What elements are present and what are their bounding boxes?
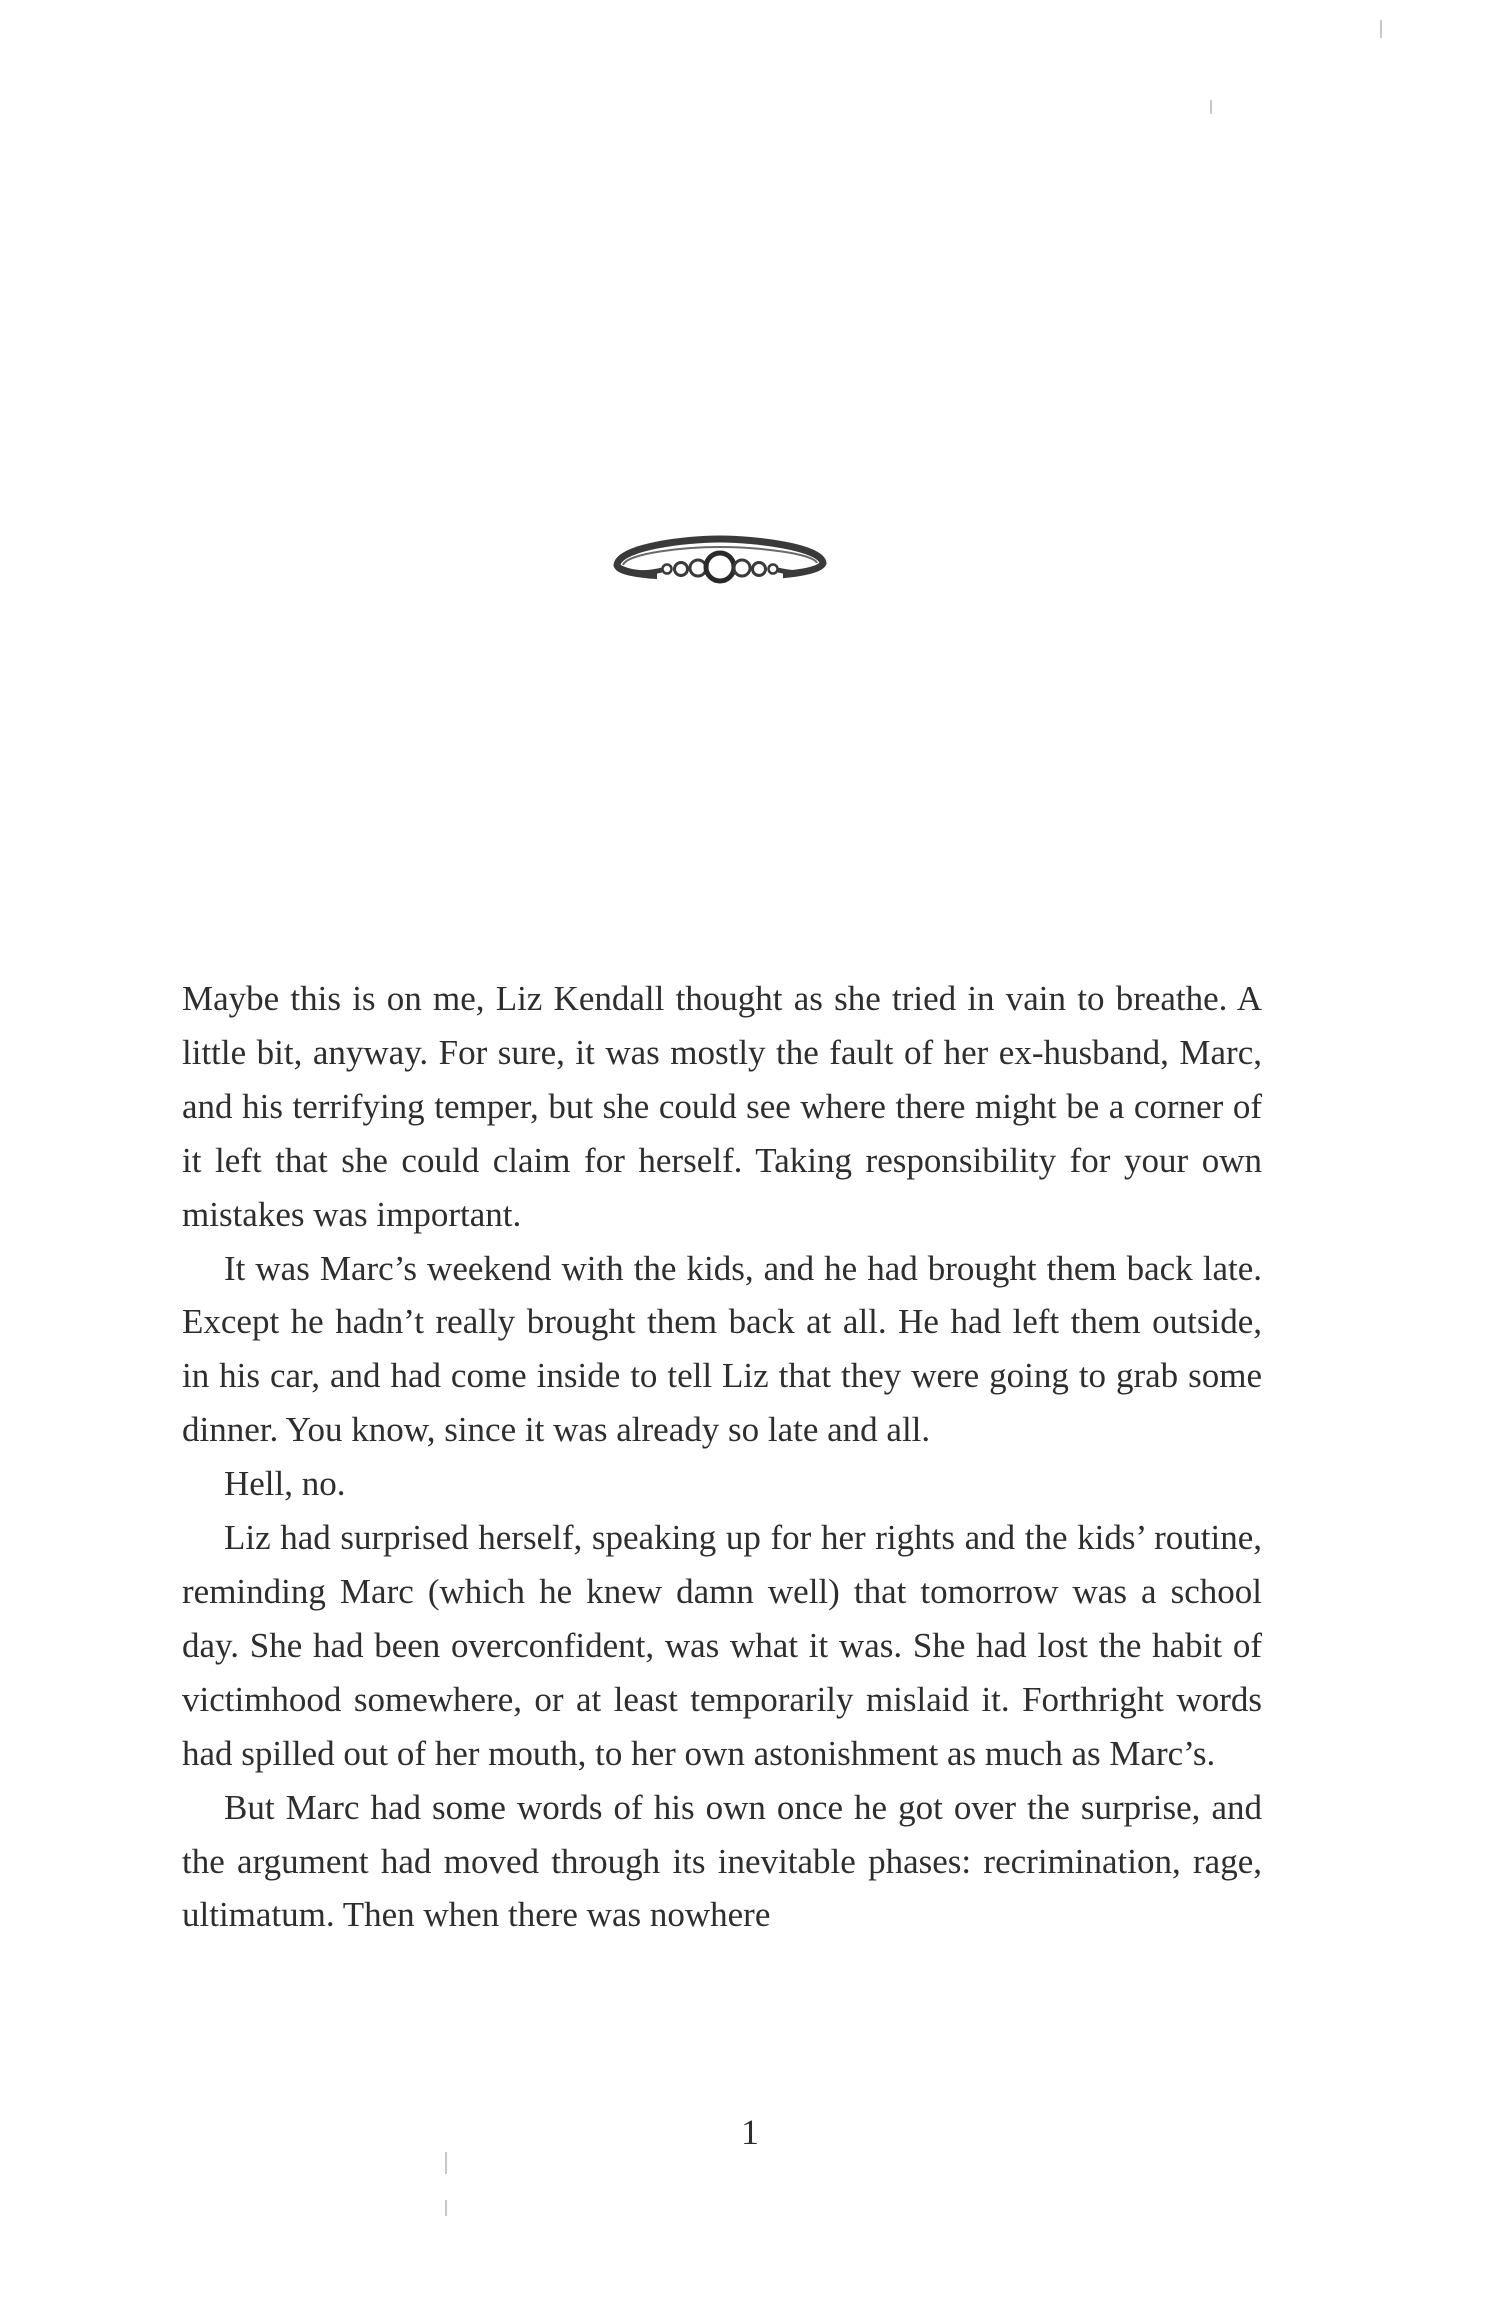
- body-text: [182, 972, 1262, 1942]
- paragraph: Maybe this is on me, Liz Kendall thought as she tried in vain to breathe. A little bit, anyway. For sure, it was mostly the fault of her ex-husband, Marc, and his terrifying temper, but she could see where there might be a corner of it left that she could claim for herself. Taking responsibility for your own mistakes was important.: [182, 979, 1262, 1234]
- paragraph: Hell, no.: [224, 1464, 346, 1504]
- scan-speck: [1210, 100, 1212, 114]
- paragraph: But Marc had some words of his own once he got over the surprise, and the argument had moved through its inevitable phases: recrimination, rage, ultimatum. Then when there was nowhere: [182, 1787, 1262, 1935]
- scan-speck: [445, 2152, 447, 2174]
- ring-ornament-icon: [605, 525, 835, 595]
- scan-speck: [1380, 20, 1382, 38]
- page-number: 1: [741, 2112, 759, 2152]
- paragraph: It was Marc’s weekend with the kids, and he had brought them back late. Except he hadn’t really brought them back at all. He had left them outside, in his car, and had come inside to tell Liz that they were going to grab some dinner. You know, since it was already so late and all.: [182, 1248, 1262, 1450]
- paragraph: Liz had surprised herself, speaking up for her rights and the kids’ routine, reminding Marc (which he knew damn well) that tomorrow was a school day. She had been overconfident, was what it was. She had lost the habit of victimhood somewhere, or at least temporarily mislaid it. Forthright words had spilled out of her mouth, to her own astonishment as much as Marc’s.: [182, 1518, 1262, 1773]
- scan-speck: [445, 2200, 447, 2216]
